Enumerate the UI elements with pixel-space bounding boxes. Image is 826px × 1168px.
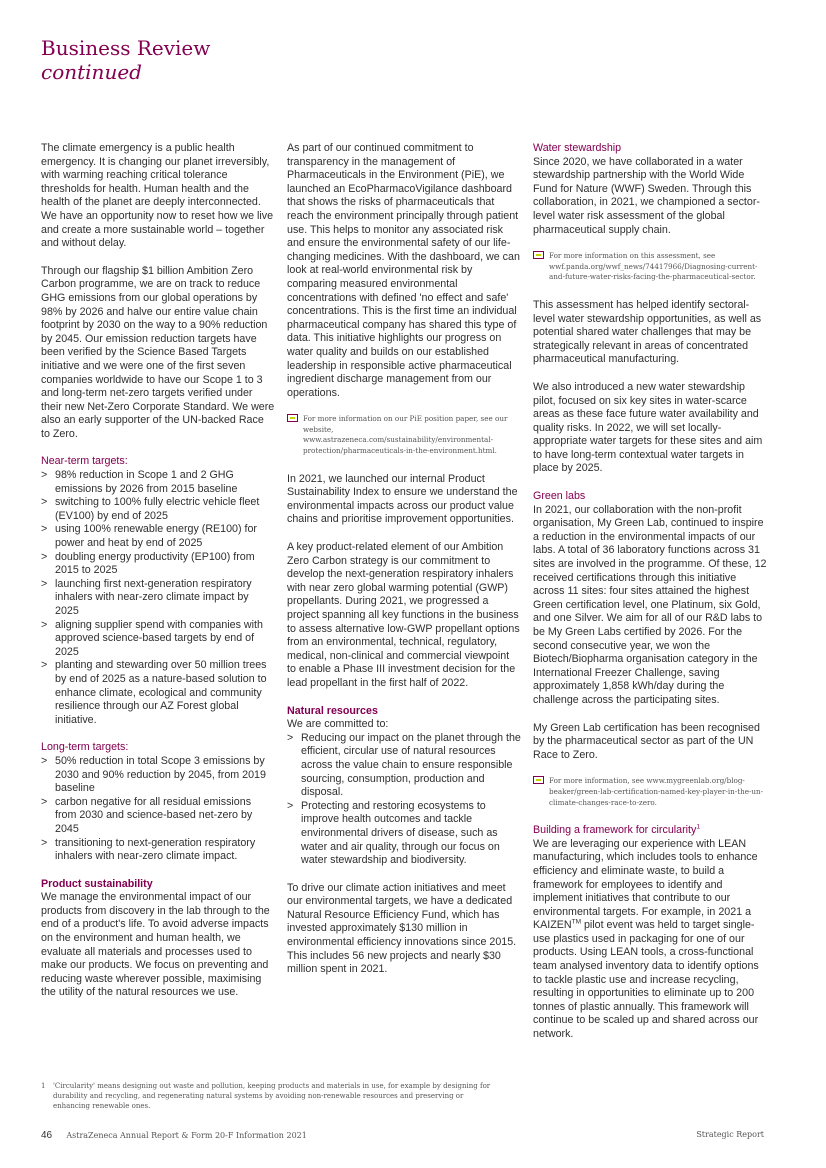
list-item: > switching to 100% fully electric vehicle fleet (EV100) by end of 2025 bbox=[41, 496, 275, 523]
water-pilot-paragraph: We also introduced a new water stewardship pilot, focused on six key sites in water-scarce areas as these face future water availability and quality risks. In 2022, we will set locally-appropriate water targets for these sites and aim to have long-term contextual water targets in place by 2025. bbox=[533, 380, 763, 475]
pie-paragraph: As part of our continued commitment to transparency in the management of Pharmaceuticals in the Environment (PiE), we launched an EcoPharmacoVigilance dashboard that shows the risks of pharmaceuticals that reach the environment principally through patient use. This helps to monitor any associated risk and ensure the environmental safety of our life-changing medicines. With the dashboard, we can look at real-world environmental risk by comparing measured environmental concentrations with defined 'no effect and safe' concentrations. This is the first time an individual pharmaceutical company has shared this type of data. This initiative highlights our progress on water quality and builds on our established leadership in responsible active pharmaceutical ingredient discharge management from our operations. bbox=[287, 142, 520, 399]
column-3 bbox=[533, 142, 767, 1056]
list-item: > aligning supplier spend with companies with approved science-based targets by end of 2025 bbox=[41, 619, 275, 660]
assessment-paragraph: This assessment has helped identify sectoral-level water stewardship opportunities, as well as potential shared water challenges that may be strategically relevant in areas of concentrated pharmaceutical manufacturing. bbox=[533, 298, 762, 366]
product-sustainability-heading: Product sustainability bbox=[41, 877, 153, 890]
monitor-icon bbox=[533, 251, 544, 259]
footnote-ref: 1 bbox=[696, 823, 700, 831]
inhalers-paragraph: A key product-related element of our Ambition Zero Carbon strategy is our commitment to develop the next-generation respiratory inhalers with near zero global warming potential (GWP) propellants. During 2021, we progressed a project spanning all key functions in the business to assess alternative low-GWP propellant options from an environmental, technical, regulatory, medical, non-clinical and commercial viewpoint to enable a Phase III investment decision for the lead propellant in the first half of 2022. bbox=[287, 541, 520, 689]
page-subtitle: continued bbox=[41, 60, 142, 84]
list-item: > Protecting and restoring ecosystems to improve health outcomes and tackle environmental drivers of disease, such as water and air quality, through our focus on water stewardship and biodiversity. bbox=[287, 800, 521, 868]
green-lab-certification-paragraph: My Green Lab certification has been recognised by the pharmaceutical sector as part of the UN Race to Zero. bbox=[533, 721, 760, 761]
pie-info-note bbox=[287, 414, 521, 456]
list-item: > planting and stewarding over 50 million trees by end of 2025 as a nature-based solution to enhance climate, ecological and community resilience through our AZ Forest global initiative. bbox=[41, 659, 275, 727]
circularity-text-1: We are leveraging our experience with LEAN manufacturing, which includes tools to enhance efficiency and eliminate waste, to build a framework for employees to identify and implement initiatives that contribute to our environmental targets. For example, in 2021 a KAIZEN bbox=[533, 837, 758, 932]
water-stewardship-paragraph: Since 2020, we have collaborated in a water stewardship partnership with the World Wide Fund for Nature (WWF) Sweden. Through this collaboration, in 2021, we championed a sector-level water risk assessment of the global pharmaceutical supply chain. bbox=[533, 155, 760, 236]
long-term-targets-heading: Long-term targets: bbox=[41, 741, 129, 754]
water-info-note-text[interactable]: For more information on this assessment, see wwf.panda.org/wwf_news/74417966/Diagnosing-current-and-future-water-risks-facing-the-pharmaceutical-sector. bbox=[549, 251, 758, 282]
page-title: Business Review bbox=[41, 36, 211, 60]
list-item: > 98% reduction in Scope 1 and 2 GHG emissions by 2026 from 2015 baseline bbox=[41, 469, 275, 496]
column-2 bbox=[287, 142, 521, 991]
long-term-targets-list bbox=[41, 755, 275, 864]
natural-resources-intro: We are committed to: bbox=[287, 718, 389, 731]
water-stewardship-heading: Water stewardship bbox=[533, 142, 622, 154]
sustainability-index-paragraph: In 2021, we launched our internal Product Sustainability Index to ensure we understand the environmental impacts across our product value chains and prioritise improvement opportunities. bbox=[287, 472, 518, 526]
green-labs-heading: Green labs bbox=[533, 490, 586, 503]
green-lab-info-note-text[interactable]: For more information, see www.mygreenlab.org/blog-beaker/green-lab-certification-named-key-player-in-the-un-climate-changes-race-to-zero. bbox=[549, 776, 764, 807]
footnote bbox=[41, 1081, 501, 1111]
footer-left bbox=[41, 1130, 307, 1141]
list-item: > launching first next-generation respiratory inhalers with near-zero climate impact by 2025 bbox=[41, 578, 275, 619]
page-number: 46 bbox=[41, 1130, 53, 1141]
intro-paragraph: The climate emergency is a public health emergency. It is changing our planet irreversibly, with warming reaching critical tolerance thresholds for health. Human health and the health of the planet are deeply interconnected. We have an opportunity now to reset how we live and create a more sustainable world – together and without delay. bbox=[41, 142, 274, 250]
circularity-heading bbox=[533, 824, 767, 838]
pie-info-note-text[interactable]: For more information on our PiE position paper, see our website, www.astrazeneca.com/sustainability/environmental-protection/pharmaceuticals-in-the-environment.html. bbox=[303, 414, 508, 456]
ambition-zero-carbon-paragraph: Through our flagship $1 billion Ambition Zero Carbon programme, we are on track to reduce GHG emissions from our global operations by 98% by 2026 and halve our entire value chain footprint by 2030 on the way to a 90% reduction by 2045. Our emission reduction targets have been verified by the Science Based Targets initiative and we were one of the first seven companies worldwide to have our Scope 1 to 3 and long-term net-zero targets verified under their new Net-Zero Corporate Standard. We were also an early supporter of the UN-backed Race to Zero. bbox=[41, 264, 275, 440]
near-term-targets-heading: Near-term targets: bbox=[41, 455, 128, 468]
trademark-mark: TM bbox=[571, 918, 581, 926]
footnote-mark: 1 bbox=[41, 1082, 46, 1090]
product-sustainability-paragraph: We manage the environmental impact of our products from discovery in the lab through to the end of a product's life. To avoid adverse impacts on the environment and human health, we evaluate all materials and processes used to make our products. We focus on preventing and reducing waste wherever possible, maximising the utility of the natural resources we use. bbox=[41, 891, 270, 999]
list-item: > 50% reduction in total Scope 3 emissions by 2030 and 90% reduction by 2045, from 2019 baseline bbox=[41, 755, 275, 796]
column-1 bbox=[41, 142, 275, 1014]
list-item: > doubling energy productivity (EP100) from 2015 to 2025 bbox=[41, 551, 275, 578]
monitor-icon bbox=[533, 776, 544, 784]
water-info-note bbox=[533, 251, 767, 283]
list-item: > carbon negative for all residual emissions from 2030 and science-based net-zero by 2045 bbox=[41, 796, 275, 837]
page-header bbox=[41, 36, 210, 84]
circularity-text-2: pilot event was held to target single-use plastics used in packaging for one of our products. Using LEAN tools, a cross-functional team analysed inventory data to identify options to tackle plastic use and increase recycling, resulting in opportunities to eliminate up to 200 tonnes of plastic annually. This framework will continue to be scaled up and shared across our network. bbox=[533, 919, 759, 1041]
efficiency-fund-paragraph: To drive our climate action initiatives and meet our environmental targets, we have a dedicated Natural Resource Efficiency Fund, which has invested approximately $130 million in environmental efficiency innovations since 2015. This includes 56 new projects and nearly $30 million spent in 2021. bbox=[287, 881, 517, 976]
near-term-targets-list bbox=[41, 469, 275, 727]
green-lab-info-note bbox=[533, 776, 767, 808]
natural-resources-heading: Natural resources bbox=[287, 704, 378, 717]
circularity-paragraph bbox=[533, 838, 767, 1042]
monitor-icon bbox=[287, 414, 298, 422]
green-labs-paragraph: In 2021, our collaboration with the non-profit organisation, My Green Lab, continued to inspire a reduction in the environmental impacts of our labs. A total of 36 laboratory functions across 31 sites are involved in the programme. Of these, 12 received certifications through this initiative across 11 sites: four sites attained the highest Green certification level, one Platinum, six Gold, and one Silver. We aim for all of our R&D labs to be My Green Labs certified by 2026. For the second consecutive year, we won the Biotech/Biopharma organisation category in the International Freezer Challenge, saving approximately 1,858 kWh/day during the challenge across the participating sites. bbox=[533, 503, 767, 706]
list-item: > using 100% renewable energy (RE100) for power and heat by end of 2025 bbox=[41, 523, 275, 550]
publication-name: AstraZeneca Annual Report & Form 20-F Information 2021 bbox=[66, 1131, 307, 1140]
list-item: > Reducing our impact on the planet through the efficient, circular use of natural resources across the value chain to ensure responsible sourcing, consumption, production and disposal. bbox=[287, 732, 521, 800]
circularity-heading-text: Building a framework for circularity bbox=[533, 824, 697, 837]
natural-resources-list bbox=[287, 732, 521, 868]
footer-section: Strategic Report bbox=[696, 1130, 764, 1139]
list-item: > transitioning to next-generation respiratory inhalers with near-zero climate impact. bbox=[41, 837, 275, 864]
footnote-text: 'Circularity' means designing out waste and pollution, keeping products and materials in use, for example by designing for durability and recycling, and regenerating natural systems by avoiding non-renewable resources and preserving or enhancing renewable ones. bbox=[53, 1082, 491, 1110]
